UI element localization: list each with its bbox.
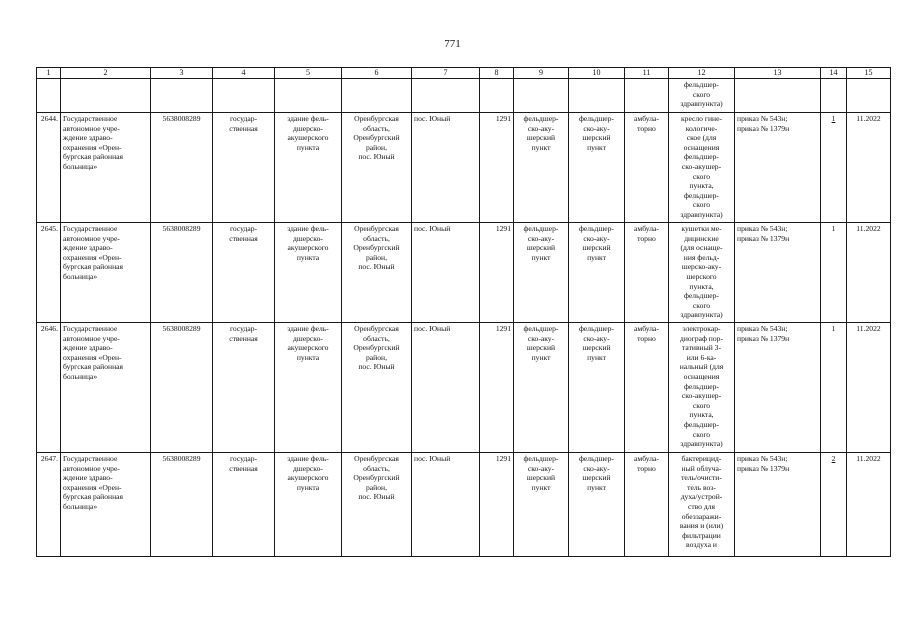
continuation-row [37,79,891,113]
inn-cell: 5638008289 [151,223,213,323]
column-header: 1 [37,68,61,79]
facility-profile-cell: фельдшер- ско-аку- шерский пункт [569,113,625,223]
building-cell: здание фель- дшерско- акушерского пункта [275,223,342,323]
equipment-cell: кушетки ме- дицинские (для оснаще- ния фельд- шерско-аку- шерского пункта, фельдшер- ского здравпункта) [669,223,735,323]
population-cell: 1291 [480,323,514,453]
settlement-cell: пос. Юный [412,323,480,453]
column-header: 13 [735,68,821,79]
row-number: 2645. [37,223,61,323]
equipment-cell: кресло гине- кологиче- ское (для оснащения фельдшер- ско-акушер- ского пункта, фельдшер- ского здравпункта) [669,113,735,223]
settlement-cell: пос. Юный [412,453,480,557]
inn-cell: 5638008289 [151,323,213,453]
row-number: 2646. [37,323,61,453]
column-header: 8 [480,68,514,79]
quantity-cell: 1 [821,223,847,323]
column-header: 10 [569,68,625,79]
settlement-cell: пос. Юный [412,113,480,223]
care-conditions-cell: амбула- торно [625,223,669,323]
column-header: 6 [342,68,412,79]
care-conditions-cell: амбула- торно [625,113,669,223]
table-row [37,223,891,323]
column-header: 3 [151,68,213,79]
order-cell: приказ № 543н; приказ № 1379н [735,323,821,453]
column-header: 7 [412,68,480,79]
ownership-cell: государ- ственная [213,323,275,453]
inn-cell: 5638008289 [151,453,213,557]
building-cell: здание фель- дшерско- акушерского пункта [275,453,342,557]
quantity-cell: 1 [821,113,847,223]
column-header: 4 [213,68,275,79]
population-cell: 1291 [480,113,514,223]
order-cell: приказ № 543н; приказ № 1379н [735,113,821,223]
address-cell: Оренбургская область, Оренбургский район, пос. Юный [342,113,412,223]
care-conditions-cell: амбула- торно [625,323,669,453]
equipment-cell: бактерицид- ный облуча- тель/очисти- тель воз- духа/устрой- ство для обеззаражи- вания и (или) фильтрации воздуха и [669,453,735,557]
organization-cell: Государственное автономное учре- ждение здраво- охранения «Орен- бургская районная больница» [61,113,151,223]
ownership-cell: государ- ственная [213,223,275,323]
facility-profile-cell: фельдшер- ско-аку- шерский пункт [569,453,625,557]
order-cell: приказ № 543н; приказ № 1379н [735,453,821,557]
population-cell: 1291 [480,223,514,323]
facility-type-cell: фельдшер- ско-аку- шерский пункт [514,113,569,223]
ownership-cell: государ- ственная [213,113,275,223]
table-row [37,113,891,223]
facility-profile-cell: фельдшер- ско-аку- шерский пункт [569,223,625,323]
facility-profile-cell: фельдшер- ско-аку- шерский пункт [569,323,625,453]
inn-cell: 5638008289 [151,113,213,223]
table-row [37,453,891,557]
column-header: 5 [275,68,342,79]
ownership-cell: государ- ственная [213,453,275,557]
order-cell: приказ № 543н; приказ № 1379н [735,223,821,323]
column-header: 12 [669,68,735,79]
column-header: 11 [625,68,669,79]
facility-type-cell: фельдшер- ско-аку- шерский пункт [514,323,569,453]
facility-type-cell: фельдшер- ско-аку- шерский пункт [514,223,569,323]
column-header: 15 [847,68,891,79]
column-number-header-row [37,68,891,79]
table-row [37,323,891,453]
date-cell: 11.2022 [847,223,891,323]
column-header: 9 [514,68,569,79]
row-number: 2647. [37,453,61,557]
organization-cell: Государственное автономное учре- ждение здраво- охранения «Орен- бургская районная больница» [61,453,151,557]
equipment-cell-continued: фельдшер- ского здравпункта) [669,79,735,113]
settlement-cell: пос. Юный [412,223,480,323]
column-header: 2 [61,68,151,79]
page-number: 771 [444,38,461,50]
building-cell: здание фель- дшерско- акушерского пункта [275,113,342,223]
care-conditions-cell: амбула- торно [625,453,669,557]
row-number: 2644. [37,113,61,223]
address-cell: Оренбургская область, Оренбургский район, пос. Юный [342,223,412,323]
date-cell: 11.2022 [847,323,891,453]
organization-cell: Государственное автономное учре- ждение здраво- охранения «Орен- бургская районная больница» [61,223,151,323]
building-cell: здание фель- дшерско- акушерского пункта [275,323,342,453]
date-cell: 11.2022 [847,113,891,223]
address-cell: Оренбургская область, Оренбургский район, пос. Юный [342,453,412,557]
facility-type-cell: фельдшер- ско-аку- шерский пункт [514,453,569,557]
date-cell: 11.2022 [847,453,891,557]
organization-cell: Государственное автономное учре- ждение здраво- охранения «Орен- бургская районная больница» [61,323,151,453]
equipment-cell: электрокар- диограф пор- тативный 3- или 6-ка- нальный (для оснащения фельдшер- ско-акушер- ского пункта, фельдшер- ского здравпункта) [669,323,735,453]
address-cell: Оренбургская область, Оренбургский район, пос. Юный [342,323,412,453]
quantity-cell: 2 [821,453,847,557]
quantity-cell: 1 [821,323,847,453]
registry-table [36,67,891,557]
column-header: 14 [821,68,847,79]
population-cell: 1291 [480,453,514,557]
